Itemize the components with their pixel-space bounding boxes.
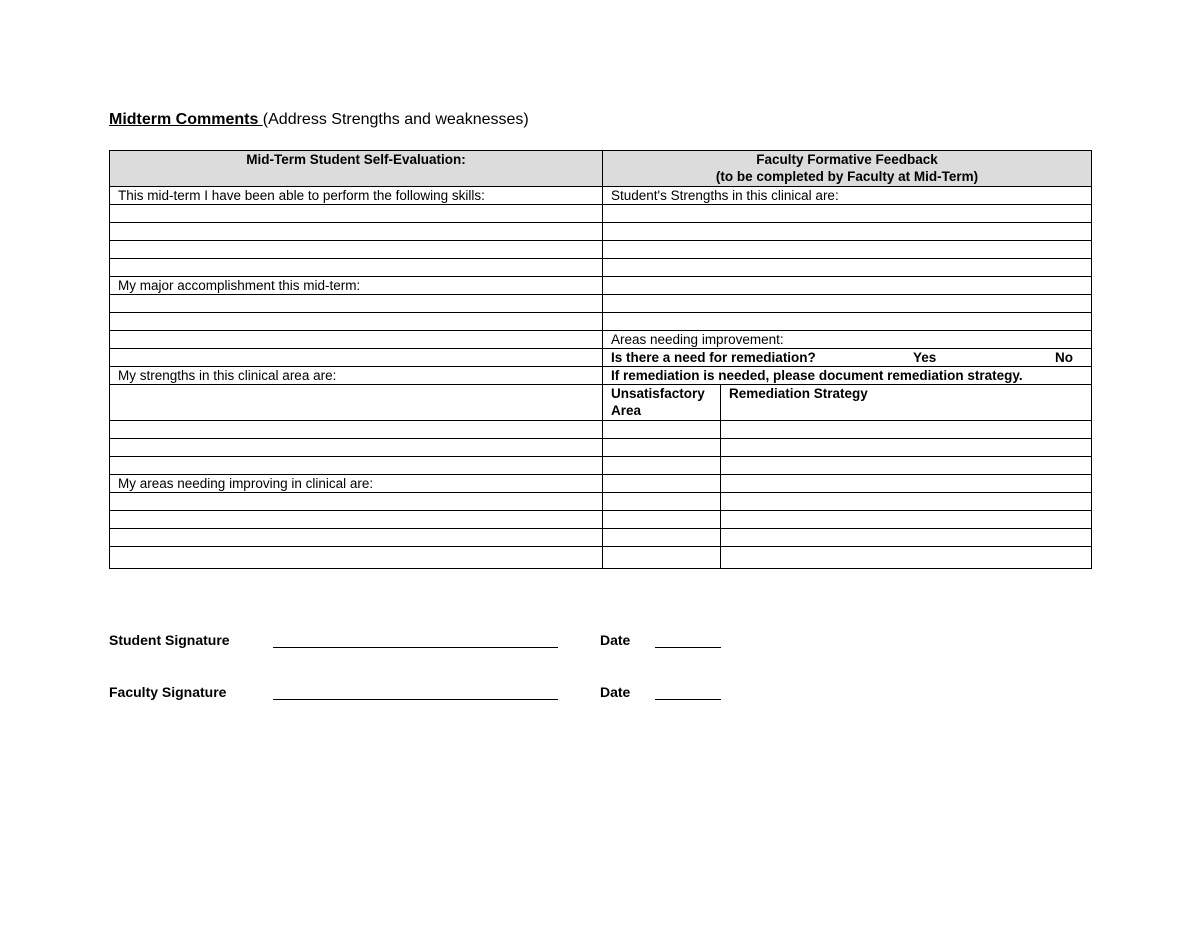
student-entry-cell[interactable] bbox=[110, 313, 603, 331]
remediation-strategy-cell[interactable] bbox=[721, 421, 1092, 439]
remediation-strategy-cell[interactable] bbox=[721, 529, 1092, 547]
remediation-strategy-cell[interactable] bbox=[721, 547, 1092, 569]
faculty-entry-cell[interactable] bbox=[603, 259, 1092, 277]
student-entry-cell[interactable] bbox=[110, 295, 603, 313]
student-entry-cell[interactable] bbox=[110, 439, 603, 457]
table-row bbox=[110, 529, 1092, 547]
student-signature-line[interactable] bbox=[273, 647, 558, 648]
table-row bbox=[110, 349, 1092, 367]
remediation-instruction-cell: If remediation is needed, please document remediation strategy. bbox=[603, 367, 1092, 385]
accomplishment-prompt-cell[interactable]: My major accomplishment this mid-term: bbox=[110, 277, 603, 295]
unsatisfactory-area-cell[interactable] bbox=[603, 511, 721, 529]
student-entry-cell[interactable] bbox=[110, 529, 603, 547]
student-date-label: Date bbox=[600, 632, 631, 648]
my-areas-prompt-cell[interactable]: My areas needing improving in clinical are: bbox=[110, 475, 603, 493]
unsatisfactory-area-cell[interactable] bbox=[603, 493, 721, 511]
faculty-entry-cell[interactable] bbox=[603, 295, 1092, 313]
unsatisfactory-area-cell[interactable] bbox=[603, 421, 721, 439]
page-title: Midterm Comments bbox=[109, 111, 263, 128]
table-row bbox=[110, 511, 1092, 529]
skills-prompt-cell[interactable]: This mid-term I have been able to perform the following skills: bbox=[110, 187, 603, 205]
table-row bbox=[110, 259, 1092, 277]
student-entry-cell[interactable] bbox=[110, 457, 603, 475]
no-option[interactable]: No bbox=[1055, 350, 1073, 365]
table-header-row bbox=[110, 151, 1092, 187]
faculty-feedback-title: Faculty Formative Feedback bbox=[756, 152, 938, 167]
my-strengths-prompt-cell[interactable]: My strengths in this clinical area are: bbox=[110, 367, 603, 385]
unsatisfactory-area-cell[interactable] bbox=[603, 457, 721, 475]
remediation-strategy-header: Remediation Strategy bbox=[721, 385, 1092, 421]
student-entry-cell[interactable] bbox=[110, 259, 603, 277]
faculty-entry-cell[interactable] bbox=[603, 205, 1092, 223]
faculty-entry-cell[interactable] bbox=[603, 313, 1092, 331]
student-date-line[interactable] bbox=[655, 647, 721, 648]
table-row bbox=[110, 241, 1092, 259]
improvement-prompt-cell[interactable]: Areas needing improvement: bbox=[603, 331, 1092, 349]
table-row bbox=[110, 367, 1092, 385]
table-row bbox=[110, 277, 1092, 295]
table-row bbox=[110, 475, 1092, 493]
student-entry-cell[interactable] bbox=[110, 241, 603, 259]
table-row bbox=[110, 313, 1092, 331]
remediation-question: Is there a need for remediation? bbox=[611, 350, 816, 365]
unsatisfactory-area-header: Unsatisfactory Area bbox=[603, 385, 721, 421]
remediation-strategy-cell[interactable] bbox=[721, 511, 1092, 529]
page-subtitle: (Address Strengths and weaknesses) bbox=[262, 111, 529, 128]
remediation-strategy-cell[interactable] bbox=[721, 475, 1092, 493]
faculty-entry-cell[interactable] bbox=[603, 277, 1092, 295]
table-row bbox=[110, 421, 1092, 439]
unsatisfactory-area-cell[interactable] bbox=[603, 475, 721, 493]
unsatisfactory-area-cell[interactable] bbox=[603, 547, 721, 569]
midterm-evaluation-table bbox=[109, 150, 1092, 569]
remediation-strategy-cell[interactable] bbox=[721, 457, 1092, 475]
student-entry-cell[interactable] bbox=[110, 223, 603, 241]
table-row bbox=[110, 187, 1092, 205]
unsatisfactory-area-cell[interactable] bbox=[603, 439, 721, 457]
student-self-eval-header: Mid-Term Student Self-Evaluation: bbox=[110, 151, 603, 187]
student-entry-cell[interactable] bbox=[110, 205, 603, 223]
faculty-feedback-subtitle: (to be completed by Faculty at Mid-Term) bbox=[715, 169, 979, 184]
page-heading bbox=[109, 110, 529, 130]
faculty-entry-cell[interactable] bbox=[603, 223, 1092, 241]
remediation-strategy-cell[interactable] bbox=[721, 439, 1092, 457]
faculty-feedback-header bbox=[603, 151, 1092, 187]
table-row bbox=[110, 439, 1092, 457]
table-row bbox=[110, 547, 1092, 569]
table-row bbox=[110, 457, 1092, 475]
table-row bbox=[110, 205, 1092, 223]
faculty-signature-label: Faculty Signature bbox=[109, 684, 227, 700]
faculty-entry-cell[interactable] bbox=[603, 241, 1092, 259]
student-signature-label: Student Signature bbox=[109, 632, 230, 648]
faculty-signature-line[interactable] bbox=[273, 699, 558, 700]
student-entry-cell[interactable] bbox=[110, 421, 603, 439]
student-strengths-prompt-cell[interactable]: Student's Strengths in this clinical are: bbox=[603, 187, 1092, 205]
student-entry-cell[interactable] bbox=[110, 331, 603, 349]
table-row bbox=[110, 331, 1092, 349]
student-entry-cell[interactable] bbox=[110, 493, 603, 511]
table-row bbox=[110, 385, 1092, 421]
student-entry-cell[interactable] bbox=[110, 349, 603, 367]
faculty-date-label: Date bbox=[600, 684, 631, 700]
student-entry-cell[interactable] bbox=[110, 385, 603, 421]
remediation-question-cell bbox=[603, 349, 1092, 367]
student-entry-cell[interactable] bbox=[110, 547, 603, 569]
table-row bbox=[110, 295, 1092, 313]
table-row bbox=[110, 223, 1092, 241]
yes-option[interactable]: Yes bbox=[913, 350, 937, 365]
unsatisfactory-area-cell[interactable] bbox=[603, 529, 721, 547]
faculty-date-line[interactable] bbox=[655, 699, 721, 700]
remediation-strategy-cell[interactable] bbox=[721, 493, 1092, 511]
table-row bbox=[110, 493, 1092, 511]
student-entry-cell[interactable] bbox=[110, 511, 603, 529]
